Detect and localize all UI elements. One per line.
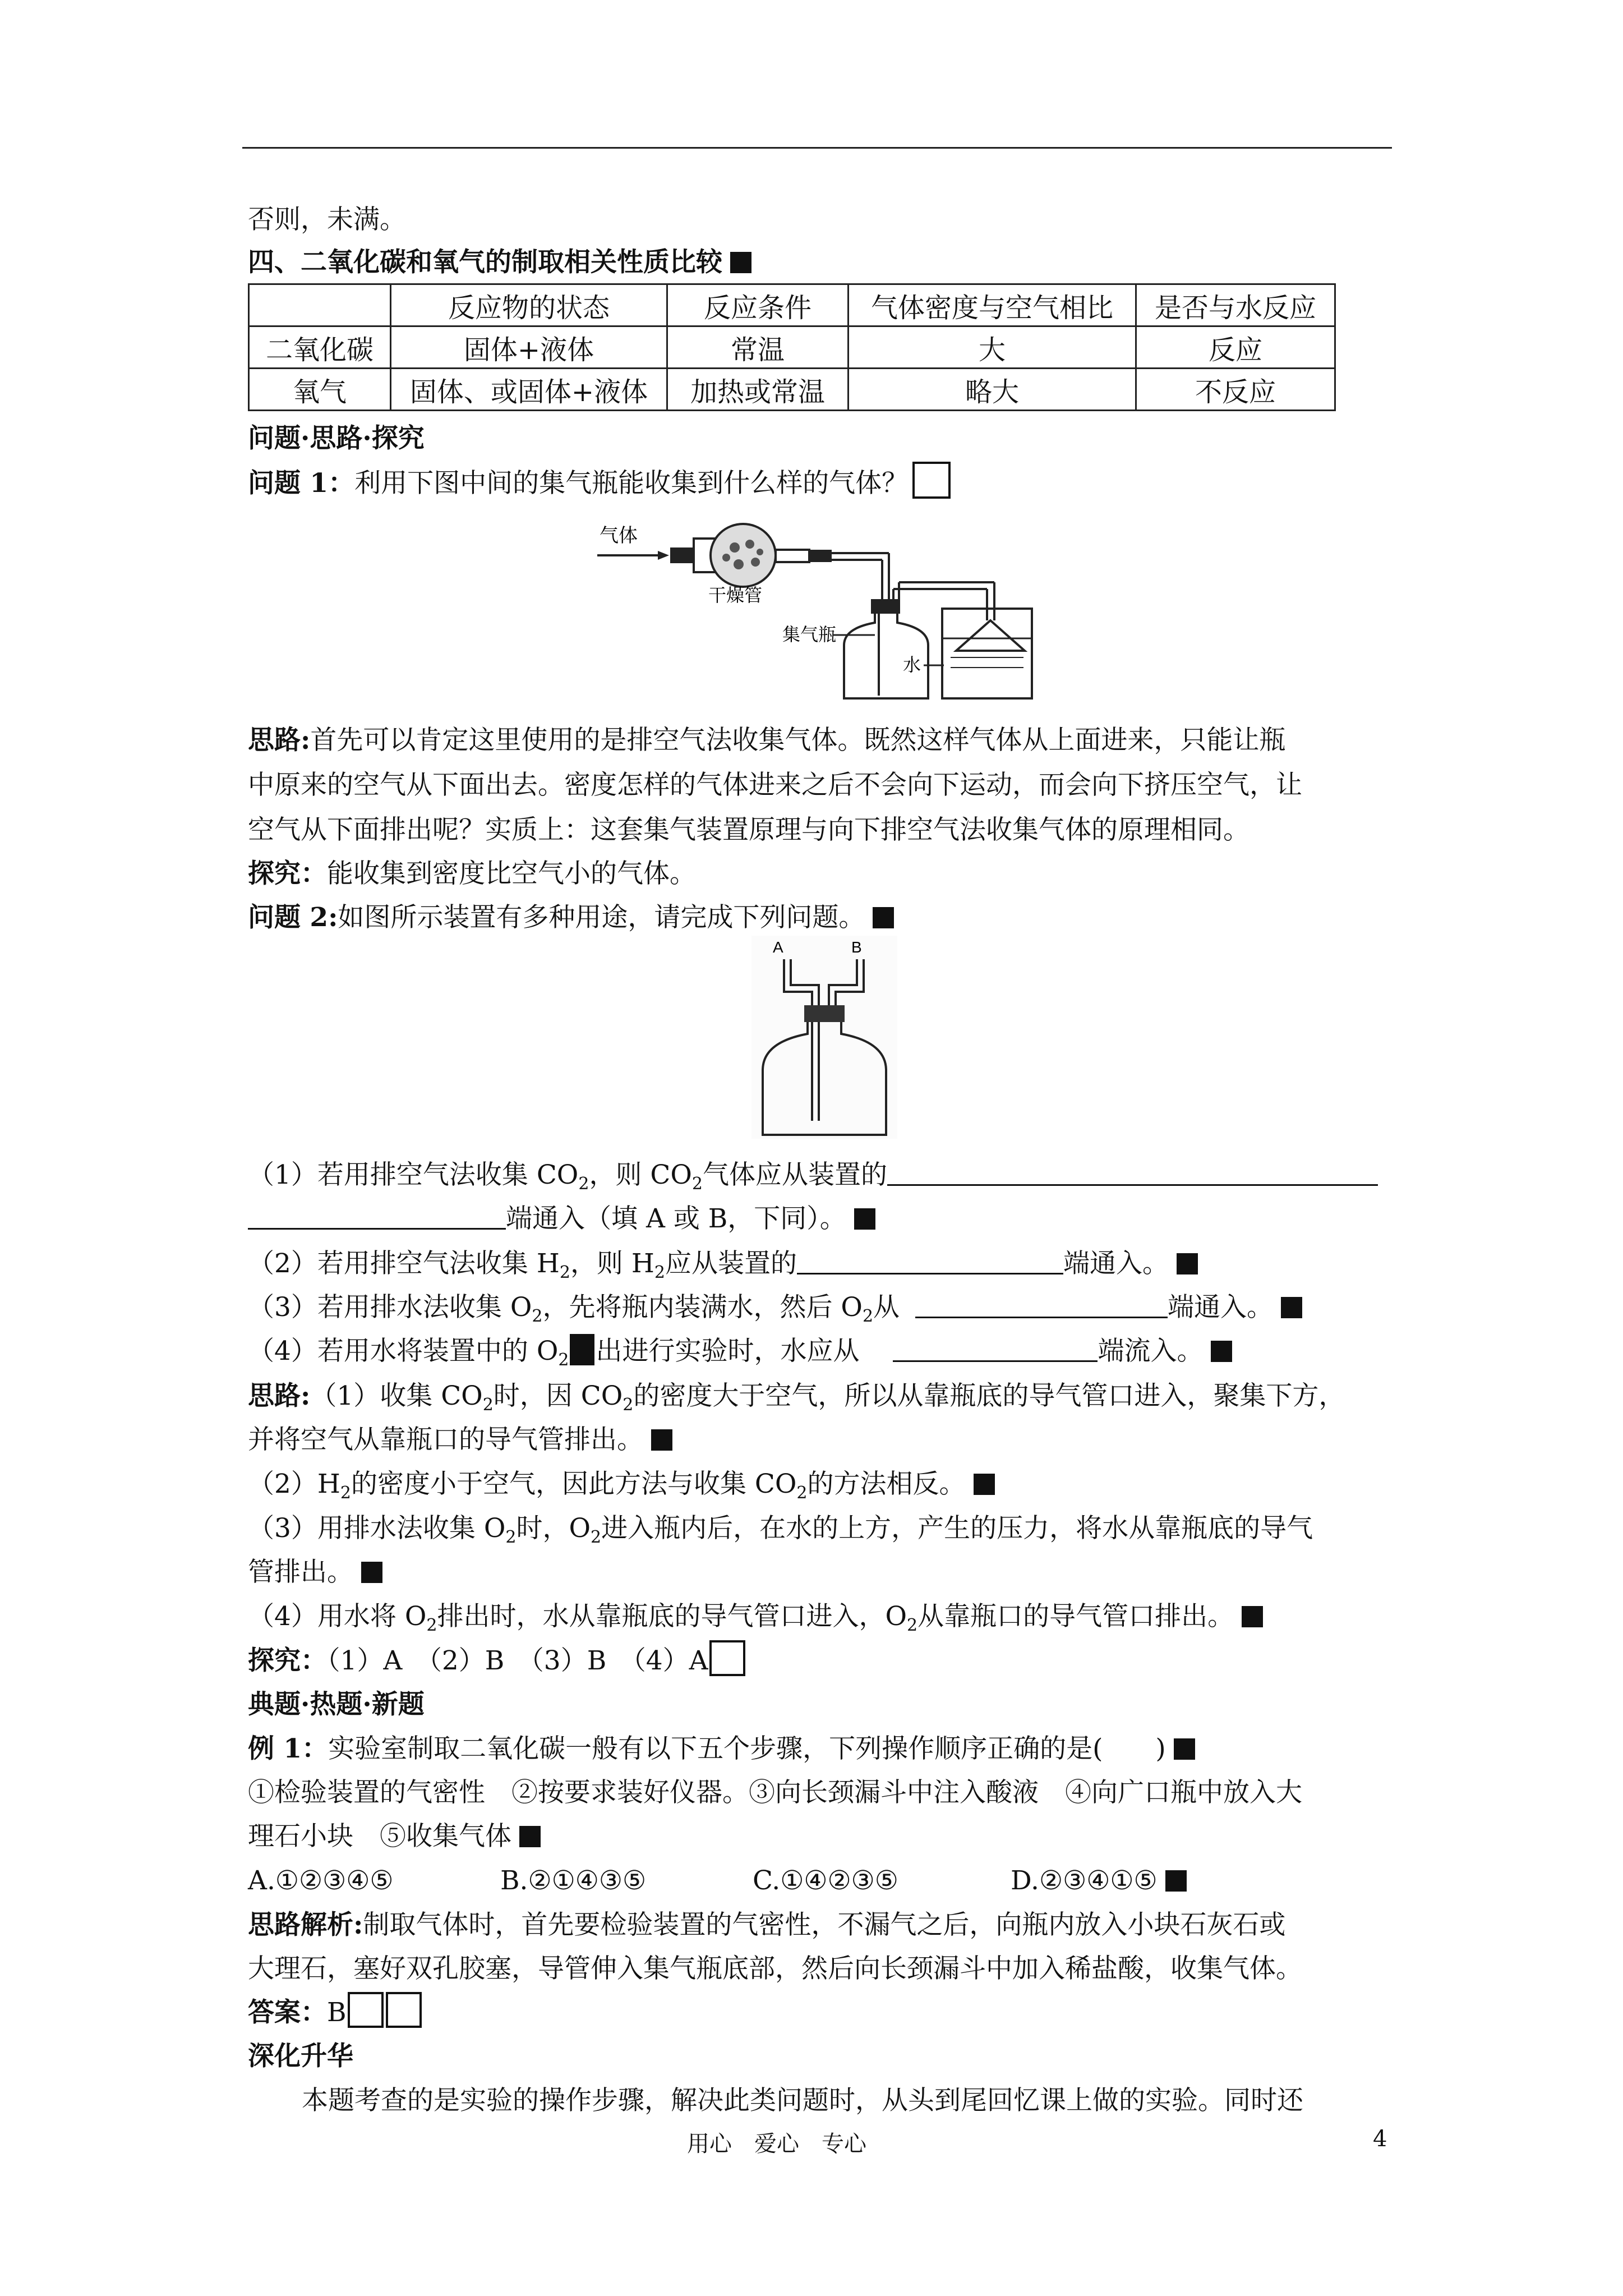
analysis-line: 大理石，塞好双孔胶塞，导管伸入集气瓶底部，然后向长颈漏斗中加入稀盐酸，收集气体。 <box>248 1953 1302 1984</box>
page-number: 4 <box>1373 2126 1387 2152</box>
table-cell: 不反应 <box>1136 369 1335 411</box>
table-cell: 是否与水反应 <box>1136 284 1335 326</box>
example-steps-cont: 理石小块 ⑤收集气体 <box>248 1814 1392 1859</box>
stopper-icon <box>804 1005 845 1022</box>
q2-explore: 探究：（1）A （2）B （3）B （4）A <box>248 1639 1392 1683</box>
square-mark-icon <box>854 1208 875 1230</box>
dryer-label: 干燥管 <box>708 585 763 605</box>
answer-blank[interactable] <box>893 1336 1098 1362</box>
empty-box-icon <box>348 1992 384 2028</box>
q2-thinking-1-cont: 并将空气从靠瓶口的导气管排出。 <box>248 1418 1392 1462</box>
question-1: 问题 1：利用下图中间的集气瓶能收集到什么样的气体？ <box>248 461 1392 506</box>
answer-blank[interactable] <box>248 1203 506 1230</box>
q2-thinking-1: 思路:（1）收集 $CO_2$时，因 $CO_2$的密度大于空气，所以从靠瓶底的导气管口进入，聚集下方， <box>248 1381 1345 1415</box>
option-d: D.②③④①⑤ <box>1011 1865 1158 1896</box>
example-options <box>248 1858 1392 1903</box>
q2-item-4: （4）若用水将装置中的 $O_2$ 出进行实验时，水应从 端流入。 <box>248 1329 1392 1383</box>
wash-bottle-figure <box>751 936 897 1139</box>
square-mark-icon <box>1174 1738 1195 1760</box>
table-cell: 反应 <box>1136 326 1335 369</box>
q2-thinking-3: （3）用排水法收集 $O_2$时，$O_2$进入瓶内后，在水的上方，产生的压力，将水从靠瓶底的导气 <box>248 1513 1313 1547</box>
analysis-line: 思路解析:制取气体时，首先要检验装置的气密性，不漏气之后，向瓶内放入小块石灰石或 <box>248 1910 1286 1940</box>
table-cell: 二氧化碳 <box>249 326 391 369</box>
header-rule <box>242 147 1392 149</box>
tube-a-label: A <box>773 938 783 956</box>
thinking-line: 中原来的空气从下面出去。密度怎样的气体进来之后不会向下运动，而会向下挤压空气，让 <box>248 770 1302 800</box>
comparison-table <box>248 283 1336 411</box>
square-mark-icon <box>974 1474 995 1495</box>
square-mark-icon <box>361 1562 382 1583</box>
square-mark-icon <box>519 1826 541 1847</box>
example-1: 例 1：实验室制取二氧化碳一般有以下五个步骤，下列操作顺序正确的是( ) <box>248 1727 1392 1772</box>
table-cell: 常温 <box>667 326 849 369</box>
table-cell: 大 <box>849 326 1136 369</box>
redaction-block-icon <box>570 1334 594 1365</box>
table-row <box>249 369 1335 411</box>
text-line: 否则，未满。 <box>248 204 406 235</box>
section-heading: 问题·思路·探究 <box>248 423 425 454</box>
table-cell: 反应条件 <box>667 284 849 326</box>
option-c: C.①④②③⑤ <box>753 1865 898 1896</box>
answer-line: 答案：B <box>248 1990 1392 2035</box>
section-heading: 深化升华 <box>248 2041 353 2072</box>
empty-box-icon <box>912 462 951 499</box>
gas-collection-figure <box>592 510 1035 701</box>
thinking-line: 思路:首先可以肯定这里使用的是排空气法收集气体。既然这样气体从上面进来，只能让瓶 <box>248 725 1286 756</box>
empty-box-icon <box>386 1992 422 2028</box>
answer-blank[interactable] <box>797 1248 1063 1274</box>
q2-thinking-2: $(2)H_2$的密度小于空气，因此方法与收集 $CO_2$的方法相反。 <box>248 1462 1392 1516</box>
table-cell <box>249 284 391 326</box>
square-mark-icon <box>873 907 894 928</box>
table-cell: 加热或常温 <box>667 369 849 411</box>
example-steps: ①检验装置的气密性 ②按要求装好仪器。③向长颈漏斗中注入酸液 ④向广口瓶中放入大 <box>248 1777 1302 1808</box>
q2-thinking-3-cont: 管排出。 <box>248 1550 1392 1595</box>
q2-item-1: （1）若用排空气法收集 $CO_2$，则 $CO_2$气体应从装置的 <box>248 1153 1392 1207</box>
section-heading: 四、二氧化碳和氧气的制取相关性质比较 <box>248 240 1392 285</box>
footer-motto: 用心 爱心 专心 <box>687 2131 866 2157</box>
table-cell: 固体+液体 <box>391 326 667 369</box>
option-a: A.①②③④⑤ <box>248 1865 394 1896</box>
square-mark-icon <box>1211 1341 1232 1362</box>
dryer-bulb-icon <box>711 524 776 587</box>
q2-item-2: （2）若用排空气法收集 $H_2$，则 $H_2$应从装置的 端通入。 <box>248 1241 1392 1295</box>
bottle-label: 集气瓶 <box>782 624 837 645</box>
square-mark-icon <box>730 252 751 273</box>
square-mark-icon <box>1242 1606 1263 1627</box>
deep-text: 本题考查的是实验的操作步骤，解决此类问题时，从头到尾回忆课上做的实验。同时还 <box>302 2085 1303 2116</box>
square-mark-icon <box>1165 1870 1187 1892</box>
option-b: B.②①④③⑤ <box>500 1865 647 1896</box>
arrow-head-icon <box>658 551 669 560</box>
answer-blank[interactable] <box>887 1159 1378 1186</box>
table-cell: 略大 <box>849 369 1136 411</box>
table-cell: 气体密度与空气相比 <box>849 284 1136 326</box>
funnel-icon <box>956 620 1025 651</box>
answer-blank[interactable] <box>915 1292 1168 1318</box>
bottle-stopper-icon <box>871 599 900 614</box>
q2-thinking-4: （4）用水将 $O_2$排出时，水从靠瓶底的导气管口进入，$O_2$从靠瓶口的导气管口排出。 <box>248 1594 1392 1648</box>
section-heading: 典题·热题·新题 <box>248 1689 425 1720</box>
tube-b-label: B <box>851 938 862 956</box>
table-cell: 反应物的状态 <box>391 284 667 326</box>
q2-item-3: （3）若用排水法收集 $O_2$，先将瓶内装满水，然后 $O_2$从 端通入。 <box>248 1285 1392 1339</box>
question-2: 问题 2:如图所示装置有多种用途，请完成下列问题。 <box>248 895 1392 940</box>
table-cell: 固体、或固体+液体 <box>391 369 667 411</box>
water-label: 水 <box>903 655 921 675</box>
table-cell: 氧气 <box>249 369 391 411</box>
square-mark-icon <box>651 1429 672 1451</box>
table-row <box>249 326 1335 369</box>
thinking-line: 空气从下面排出呢？实质上：这套集气装置原理与向下排空气法收集气体的原理相同。 <box>248 815 1249 845</box>
empty-box-icon <box>709 1640 745 1676</box>
square-mark-icon <box>1281 1297 1302 1318</box>
dryer-stopper-icon <box>670 547 693 563</box>
gas-label: 气体 <box>600 525 638 546</box>
square-mark-icon <box>1177 1253 1198 1274</box>
explore-line: 探究：能收集到密度比空气小的气体。 <box>248 858 696 889</box>
q2-item-1-cont: 端通入（填 A 或 B，下同）。 <box>248 1197 1392 1241</box>
table-header-row <box>249 284 1335 326</box>
